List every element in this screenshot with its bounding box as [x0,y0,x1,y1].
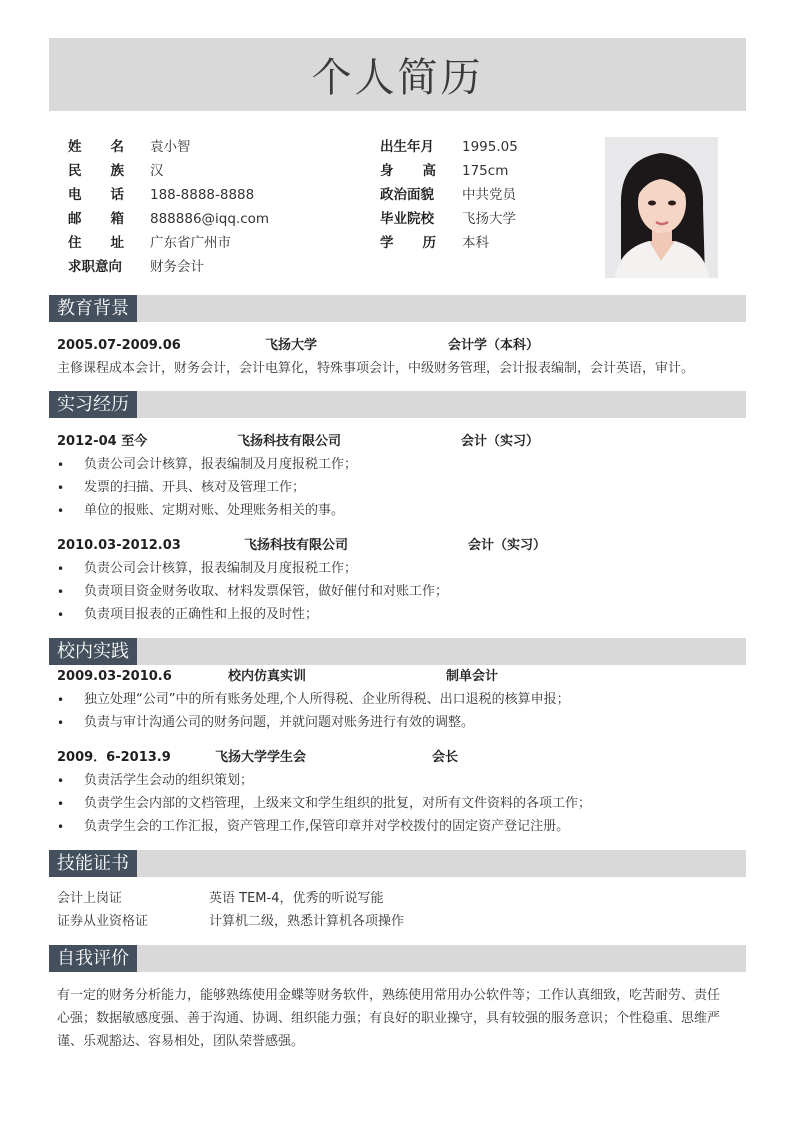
cert-name: 证券从业资格证 [57,914,149,929]
entry-period: 2010.03-2012.03 [57,538,181,553]
edu-school: 飞扬大学 [265,338,318,353]
entry-org: 校内仿真实训 [228,669,307,684]
bullet-icon: • [57,820,65,834]
info-value: 175cm [462,163,509,179]
info-name [68,137,368,157]
list-item: 负责学生会内部的文档管理，上级来文和学生组织的批复，对所有文件资料的各项工作； [84,796,592,811]
section-internship [49,391,746,418]
info-label: 出生年月 [380,139,434,155]
info-value: 188-8888-8888 [150,187,255,203]
entry-org: 飞扬科技有限公司 [244,538,349,553]
list-item: 负责公司会计核算，报表编制及月度报税工作； [84,561,358,576]
list-item: 负责项目资金财务收取、材料发票保管，做好催付和对账工作； [84,584,449,599]
list-item: 负责学生会的工作汇报，资产管理工作,保管印章并对学校拨付的固定资产登记注册。 [84,819,570,834]
entry-role: 会长 [432,750,459,765]
page-title: 个人简历 [311,55,484,101]
info-label: 电 话 [68,187,124,203]
info-value: 财务会计 [150,259,204,275]
bullet-icon: • [57,797,65,811]
info-label: 身 高 [380,163,436,179]
entry-org: 飞扬科技有限公司 [237,434,342,449]
info-value: 飞扬大学 [462,211,516,227]
edu-period: 2005.07-2009.06 [57,338,181,353]
bullet-icon: • [57,716,65,730]
bullet-icon: • [57,504,65,518]
list-item: 负责活学生会动的组织策划； [84,773,254,788]
skill-desc: 计算机二级，熟悉计算机各项操作 [209,914,405,929]
cert-name: 会计上岗证 [57,891,123,906]
paragraph-line: 有一定的财务分析能力，能够熟练使用金蝶等财务软件，熟练使用常用办公软件等；工作认真细致，吃苦耐劳、责任 [57,988,721,1003]
paragraph-line: 心强；数据敏感度强、善于沟通、协调、组织能力强；有良好的职业操守，具有较强的服务意识；个性稳重、思维严 [57,1011,721,1026]
bullet-icon: • [57,774,65,788]
bullet-icon: • [57,608,65,622]
entry-period: 2009.03-2010.6 [57,669,172,684]
info-address [68,233,368,253]
section-self [49,945,746,972]
info-political [380,185,600,205]
info-label: 邮 箱 [68,211,124,227]
bullet-icon: • [57,481,65,495]
bullet-icon: • [57,585,65,599]
info-value: 888886@iqq.com [150,211,270,227]
entry-org: 飞扬大学学生会 [215,750,307,765]
paragraph-line: 谨、乐观豁达、容易相处，团队荣誉感强。 [57,1034,305,1049]
section-education [49,295,746,322]
info-value: 1995.05 [462,139,518,155]
info-degree [380,233,600,253]
info-email [68,209,368,229]
list-item: 单位的报账、定期对账、处理账务相关的事。 [84,503,345,518]
entry-role: 会计（实习） [468,538,547,553]
info-value: 中共党员 [462,187,516,203]
info-school [380,209,600,229]
info-label: 学 历 [380,235,436,251]
info-phone [68,185,368,205]
info-value: 本科 [462,235,489,251]
info-birth [380,137,600,157]
info-label: 政治面貌 [380,187,434,203]
info-label: 求职意向 [68,259,122,275]
edu-desc: 主修课程成本会计，财务会计，会计电算化，特殊事项会计，中级财务管理，会计报表编制，会计英语，审计。 [57,361,695,376]
info-label: 住 址 [68,235,124,251]
list-item: 发票的扫描、开具、核对及管理工作； [84,480,306,495]
list-item: 独立处理“公司”中的所有账务处理,个人所得税、企业所得税、出口退税的核算申报； [84,692,570,707]
info-ethnicity [68,161,368,181]
info-value: 袁小智 [150,139,191,155]
list-item: 负责与审计沟通公司的财务问题，并就问题对账务进行有效的调整。 [84,715,475,730]
section-heading: 实习经历 [49,391,137,418]
entry-role: 制单会计 [446,669,499,684]
bullet-icon: • [57,693,65,707]
self-evaluation [57,984,741,1053]
bullet-icon: • [57,562,65,576]
resume-header [49,38,746,111]
section-heading: 教育背景 [49,295,137,322]
info-height [380,161,600,181]
bullet-icon: • [57,458,65,472]
info-value: 汉 [150,163,164,179]
skill-desc: 英语 TEM-4，优秀的听说写能 [209,891,384,906]
section-heading: 校内实践 [49,638,137,665]
section-heading: 技能证书 [49,850,137,877]
info-label: 姓 名 [68,139,124,155]
info-objective [68,257,368,277]
profile-photo [605,137,718,278]
section-heading: 自我评价 [49,945,137,972]
info-value: 广东省广州市 [150,235,231,251]
entry-role: 会计（实习） [461,434,540,449]
section-campus [49,638,746,665]
info-label: 毕业院校 [380,211,434,227]
section-skills [49,850,746,877]
edu-major: 会计学（本科） [448,338,540,353]
list-item: 负责公司会计核算，报表编制及月度报税工作； [84,457,358,472]
info-label: 民 族 [68,163,124,179]
entry-period: 2009．6-2013.9 [57,750,171,765]
entry-period: 2012-04 至今 [57,434,148,449]
list-item: 负责项目报表的正确性和上报的及时性； [84,607,319,622]
